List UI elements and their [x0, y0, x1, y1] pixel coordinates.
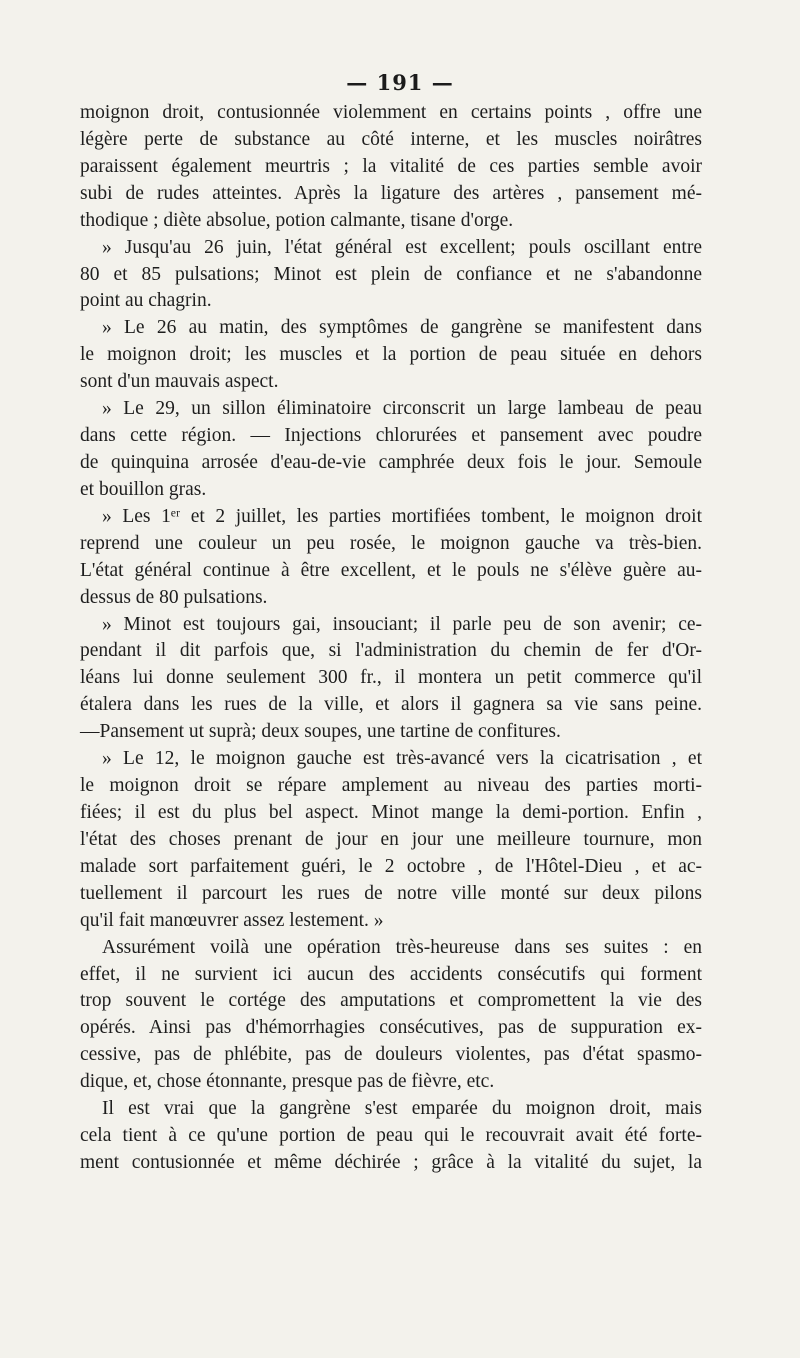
text-line: le moignon droit; les muscles et la portion de peau située en dehors	[80, 344, 702, 366]
text-line: dessus de 80 pulsations.	[80, 586, 268, 608]
text-line: —Pansement ut suprà; deux soupes, une tartine de confitures.	[80, 721, 561, 743]
text-line: dique, et, chose étonnante, presque pas de fièvre, etc.	[80, 1071, 495, 1093]
text-line: » Jusqu'au 26 juin, l'état général est excellent; pouls oscillant entre	[102, 236, 702, 258]
text-line: léans lui donne seulement 300 fr., il montera un petit commerce qu'il	[80, 667, 702, 689]
body-text	[80, 100, 702, 1177]
text-line: sont d'un mauvais aspect.	[80, 371, 279, 393]
text-line: point au chagrin.	[80, 290, 212, 312]
text-line: de quinquina arrosée d'eau-de-vie camphrée deux fois le jour. Semoule	[80, 451, 702, 473]
text-line: » Le 29, un sillon éliminatoire circonscrit un large lambeau de peau	[102, 398, 702, 420]
text-line: pendant il dit parfois que, si l'administration du chemin de fer d'Or-	[80, 640, 702, 662]
text-line: trop souvent le cortége des amputations et compromettent la vie des	[80, 990, 702, 1012]
text-line: malade sort parfaitement guéri, le 2 octobre , de l'Hôtel-Dieu , et ac-	[80, 855, 702, 877]
text-line: fiées; il est du plus bel aspect. Minot mange la demi-portion. Enfin ,	[80, 801, 702, 823]
text-line: légère perte de substance au côté interne, et les muscles noirâtres	[80, 128, 702, 150]
text-line: l'état des choses prenant de jour en jour une meilleure tournure, mon	[80, 828, 702, 850]
text-line: » Minot est toujours gai, insouciant; il parle peu de son avenir; ce-	[102, 613, 702, 635]
text-line: » Le 12, le moignon gauche est très-avancé vers la cicatrisation , et	[102, 748, 702, 770]
page-number: — 191 —	[346, 70, 454, 95]
text-line: et bouillon gras.	[80, 478, 207, 500]
text-line: étalera dans les rues de la ville, et alors il gagnera sa vie sans peine.	[80, 694, 702, 716]
text-line: thodique ; diète absolue, potion calmante, tisane d'orge.	[80, 209, 514, 231]
text-line: moignon droit, contusionnée violemment en certains points , offre une	[80, 102, 702, 123]
text-line: » Les 1ᵉʳ et 2 juillet, les parties mortifiées tombent, le moignon droit	[102, 505, 702, 527]
text-line: ment contusionnée et même déchirée ; grâce à la vitalité du sujet, la	[80, 1151, 702, 1173]
text-line: L'état général continue à être excellent, et le pouls ne s'élève guère au-	[80, 559, 702, 581]
text-line: opérés. Ainsi pas d'hémorrhagies consécutives, pas de suppuration ex-	[80, 1017, 702, 1039]
text-line: paraissent également meurtris ; la vitalité de ces parties semble avoir	[80, 155, 702, 177]
text-line: reprend une couleur un peu rosée, le moignon gauche va très-bien.	[80, 532, 702, 554]
text-line: qu'il fait manœuvrer assez lestement. »	[80, 909, 384, 931]
text-line: Assurément voilà une opération très-heureuse dans ses suites : en	[102, 936, 702, 958]
text-line: subi de rudes atteintes. Après la ligature des artères , pansement mé-	[80, 182, 702, 204]
text-line: Il est vrai que la gangrène s'est emparée du moignon droit, mais	[102, 1098, 702, 1120]
text-line: le moignon droit se répare amplement au niveau des parties morti-	[80, 775, 702, 797]
text-line: 80 et 85 pulsations; Minot est plein de confiance et ne s'abandonne	[80, 263, 702, 285]
text-line: » Le 26 au matin, des symptômes de gangrène se manifestent dans	[102, 317, 702, 339]
text-line: dans cette région. — Injections chlorurées et pansement avec poudre	[80, 425, 702, 447]
text-line: effet, il ne survient ici aucun des accidents consécutifs qui forment	[80, 963, 702, 985]
text-line: cessive, pas de phlébite, pas de douleurs violentes, pas d'état spasmo-	[80, 1044, 702, 1066]
text-line: tuellement il parcourt les rues de notre ville monté sur deux pilons	[80, 882, 702, 904]
text-line: cela tient à ce qu'une portion de peau qui le recouvrait avait été forte-	[80, 1125, 702, 1147]
